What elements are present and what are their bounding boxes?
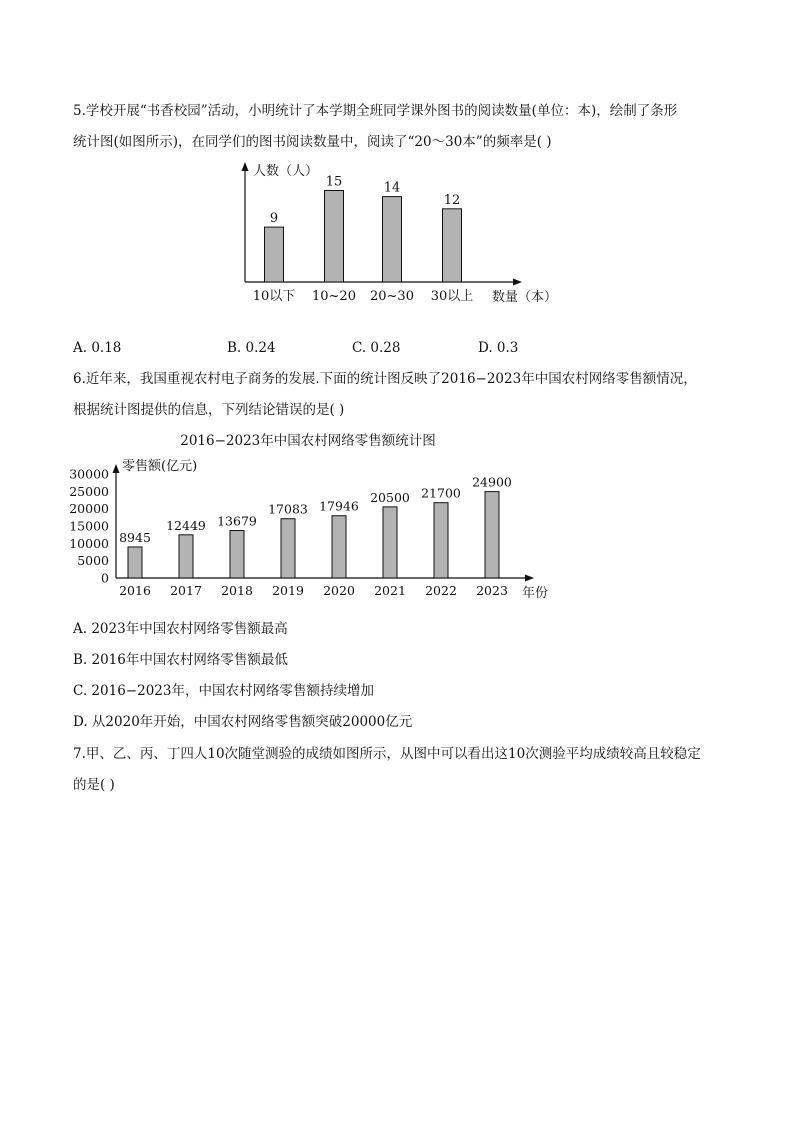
y-tick-label-5: 25000 [69,483,109,499]
x-tick-label-0: 2016 [119,583,151,598]
data-label-0: 8945 [119,529,151,545]
bar-1 [325,191,344,283]
q6-text-line1: 6.近年来，我国重视农村电子商务的发展.下面的统计图反映了2016−2023年中国农村网络零售额情况， [73,371,697,387]
y-tick-label-4: 20000 [69,501,109,517]
y-tick-label-1: 5000 [77,553,109,569]
x-tick-label-1: 10~20 [312,289,356,304]
bar-7 [485,492,499,578]
x-tick-label-5: 2021 [374,583,406,598]
bar-6 [434,503,448,578]
q5-text-line1: 5.学校开展“书香校园”活动，小明统计了本学期全班同学课外图书的阅读数量(单位：本)，绘制了条形 [73,103,678,119]
bar-2 [230,531,244,578]
x-tick-label-3: 2019 [272,583,304,598]
x-tick-label-6: 2022 [425,583,457,598]
y-tick-label-3: 15000 [69,518,109,534]
x-tick-label-2: 20~30 [370,289,414,304]
data-label-6: 21700 [421,485,461,501]
bar-1 [179,535,193,578]
data-label-2: 14 [383,180,401,196]
x-tick-label-1: 2017 [170,583,202,598]
data-label-3: 17083 [268,501,308,517]
x-tick-label-7: 2023 [476,583,508,598]
x-axis-arrow [513,279,522,286]
bar-5 [383,507,397,578]
data-label-1: 15 [325,174,343,190]
q6-option-a: A. 2023年中国农村网络零售额最高 [73,621,288,637]
q5-option-a: A. 0.18 [73,340,122,356]
q7-text-line1: 7.甲、乙、丙、丁四人10次随堂测验的成绩如图所示，从图中可以看出这10次测验平均成绩较高且较稳定 [73,746,701,762]
q6-text-line2: 根据统计图提供的信息，下列结论错误的是( ) [73,402,345,418]
data-label-4: 17946 [319,498,359,514]
x-tick-label-2: 2018 [221,583,253,598]
y-axis-arrow [113,464,120,473]
q6-option-b: B. 2016年中国农村网络零售额最低 [73,652,288,668]
x-tick-label-3: 30以上 [430,289,474,304]
x-tick-label-0: 10以下 [252,289,296,304]
data-label-0: 9 [269,211,279,227]
bar-2 [383,197,402,282]
bar-0 [128,547,142,578]
y-tick-label-2: 10000 [69,535,109,551]
data-label-2: 13679 [217,513,257,529]
y-tick-label-6: 30000 [69,466,109,482]
q5-text-line2: 统计图(如图所示)，在同学们的图书阅读数量中，阅读了“20～30本”的频率是( ) [73,134,552,150]
data-label-3: 12 [443,192,461,208]
bar-3 [281,519,295,578]
y-axis-label: 人数（人） [253,164,319,179]
bar-3 [443,209,462,282]
data-label-1: 12449 [166,517,206,533]
y-tick-label-0: 0 [101,570,109,586]
data-label-7: 24900 [472,474,512,490]
q7-text-line2: 的是( ) [73,777,115,793]
q5-option-c: C. 0.28 [352,340,401,356]
bar-4 [332,516,346,578]
x-axis-label: 数量（本） [492,290,558,305]
data-label-5: 20500 [370,489,410,505]
x-axis-label: 年份 [522,586,549,601]
x-axis-arrow [525,575,534,582]
x-tick-label-4: 2020 [323,583,355,598]
y-axis-label: 零售额(亿元) [122,459,198,474]
bar-0 [265,227,284,282]
q5-option-d: D. 0.3 [478,340,519,356]
q6-option-c: C. 2016−2023年，中国农村网络零售额持续增加 [73,683,374,699]
y-axis-arrow [242,162,249,171]
q6-option-d: D. 从2020年开始，中国农村网络零售额突破20000亿元 [73,714,413,730]
q5-option-b: B. 0.24 [227,340,276,356]
chart-title: 2016−2023年中国农村网络零售额统计图 [180,433,436,449]
